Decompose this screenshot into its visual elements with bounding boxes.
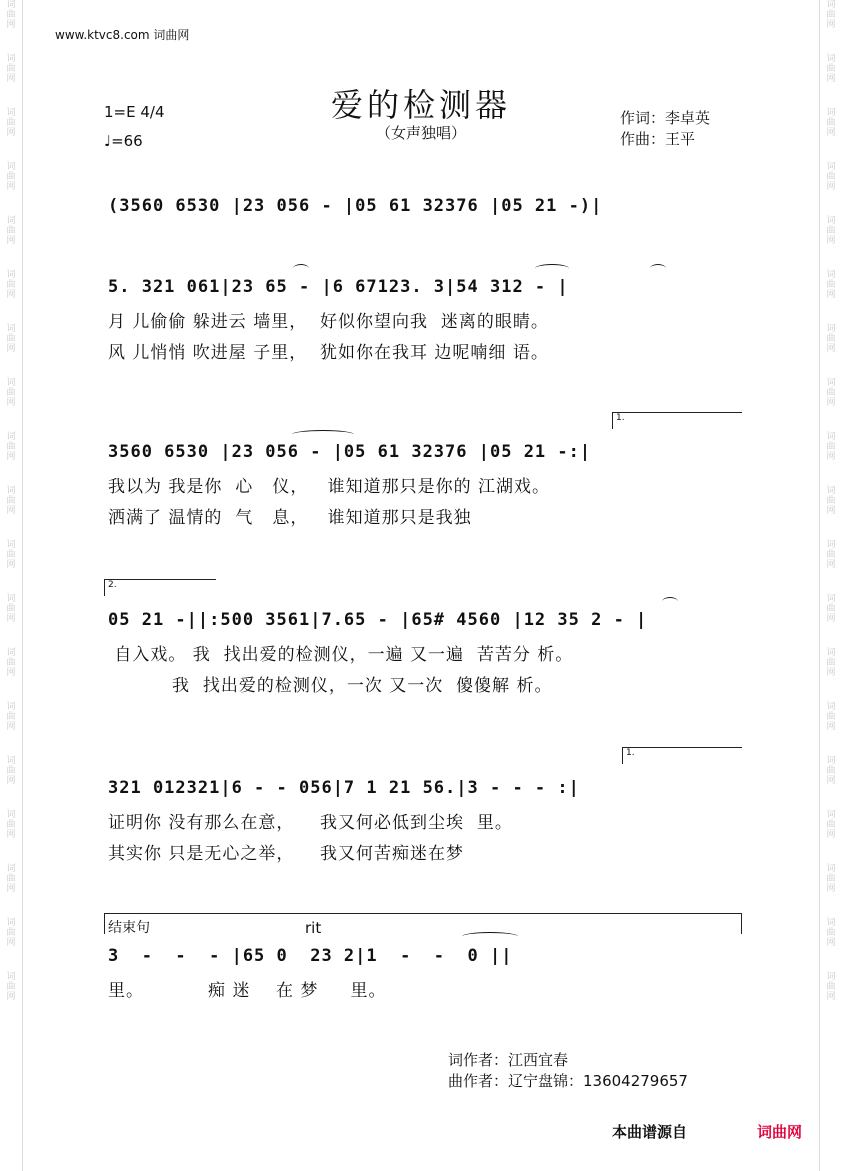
watermark-text: 词 曲 网	[826, 918, 836, 948]
first-ending-bracket: 1.	[622, 747, 742, 764]
watermark-text: 词 曲 网	[6, 216, 16, 246]
lyricist: 作词：李卓英	[620, 109, 711, 127]
watermark-text: 词 曲 网	[6, 432, 16, 462]
lyric-verse-1: 月 儿偷偷 躲进云 墙里， 好似你望向我 迷离的眼睛。	[108, 312, 549, 332]
second-ending-bracket: 2.	[104, 579, 216, 596]
watermark-text: 词 曲 网	[826, 540, 836, 570]
watermark-text: 词 曲 网	[6, 756, 16, 786]
score-row	[108, 277, 740, 363]
watermark-text: 词 曲 网	[6, 54, 16, 84]
watermark-text: 词 曲 网	[826, 270, 836, 300]
left-watermark-strip	[0, 0, 23, 1171]
score-row	[108, 610, 740, 696]
score-row	[108, 196, 740, 216]
watermark-text: 词 曲 网	[6, 270, 16, 300]
lyric-verse-1: 我以为 我是你 心 仪， 谁知道那只是你的 江湖戏。	[108, 477, 551, 497]
watermark-text: 词 曲 网	[826, 486, 836, 516]
lyric-verse-2: 其实你 只是无心之举， 我又何苦痴迷在梦	[108, 844, 465, 864]
watermark-text: 词 曲 网	[6, 324, 16, 354]
watermark-text: 词 曲 网	[6, 486, 16, 516]
ending-label: 结束句	[108, 920, 150, 936]
lyric-verse-2: 我 找出爱的检测仪，一次 又一次 傻傻解 析。	[108, 676, 553, 696]
watermark-text: 词 曲 网	[6, 918, 16, 948]
notation-line: 5. 321 061|23 65 - |6 67123. 3|54 312 - |	[108, 277, 569, 297]
watermark-text: 词 曲 网	[6, 540, 16, 570]
tie-mark	[535, 264, 569, 273]
watermark-text: 词 曲 网	[6, 648, 16, 678]
watermark-text: 词 曲 网	[826, 378, 836, 408]
ritardando-mark: rit	[305, 919, 322, 937]
notation-line: 3 - - - |65 0 23 2|1 - - 0 ||	[108, 946, 513, 966]
watermark-text: 词 曲 网	[6, 702, 16, 732]
lyric-verse-2: 风 儿悄悄 吹进屋 子里， 犹如你在我耳 边呢喃细 语。	[108, 343, 549, 363]
watermark-text: 词 曲 网	[6, 594, 16, 624]
site-logo[interactable]: 词曲网	[757, 1123, 803, 1141]
watermark-text: 词 曲 网	[826, 324, 836, 354]
tie-mark	[293, 264, 309, 273]
tie-mark	[662, 597, 678, 606]
watermark-text: 词 曲 网	[826, 810, 836, 840]
watermark-text: 词 曲 网	[826, 162, 836, 192]
key-signature: 1=E 4/4	[104, 103, 165, 121]
watermark-text: 词 曲 网	[6, 378, 16, 408]
watermark-text: 词 曲 网	[6, 0, 16, 30]
watermark-text: 词 曲 网	[826, 54, 836, 84]
watermark-text: 词 曲 网	[826, 864, 836, 894]
site-url[interactable]: www.ktvc8.com 词曲网	[55, 28, 190, 42]
notation-line: 3560 6530 |23 056 - |05 61 32376 |05 21 -:|	[108, 442, 592, 462]
tie-mark	[650, 264, 666, 273]
watermark-text: 词 曲 网	[6, 810, 16, 840]
ending-box	[104, 913, 742, 934]
watermark-text: 词 曲 网	[826, 756, 836, 786]
score-row	[108, 946, 740, 1001]
tie-mark	[292, 430, 354, 439]
song-title: 爱的检测器	[330, 86, 511, 124]
tie-mark	[462, 932, 518, 941]
watermark-text: 词 曲 网	[6, 972, 16, 1002]
notation-line: 321 012321|6 - - 056|7 1 21 56.|3 - - - :|	[108, 778, 580, 798]
notation-line: 05 21 -||:500 3561|7.65 - |65# 4560 |12 35 2 - |	[108, 610, 648, 630]
song-credits	[620, 108, 710, 150]
watermark-text: 词 曲 网	[826, 972, 836, 1002]
song-subtitle: （女声独唱）	[375, 124, 466, 142]
score-row	[108, 778, 740, 864]
right-watermark-strip	[819, 0, 842, 1171]
watermark-text: 词 曲 网	[826, 648, 836, 678]
watermark-text: 词 曲 网	[826, 216, 836, 246]
first-ending-bracket: 1.	[612, 412, 742, 429]
lyric-verse-1: 证明你 没有那么在意， 我又何必低到尘埃 里。	[108, 813, 513, 833]
watermark-text: 词 曲 网	[826, 108, 836, 138]
watermark-text: 词 曲 网	[826, 0, 836, 30]
composer: 作曲：王平	[620, 130, 696, 148]
watermark-text: 词 曲 网	[826, 432, 836, 462]
lyric-author: 词作者：江西宜春	[448, 1051, 569, 1069]
lyric-verse-1: 里。 痴 迷 在 梦 里。	[108, 981, 387, 1001]
music-author: 曲作者：辽宁盘锦：13604279657	[448, 1072, 688, 1090]
lyric-verse-2: 洒满了 温情的 气 息， 谁知道那只是我独	[108, 508, 472, 528]
tempo-marking: ♩=66	[104, 132, 143, 150]
watermark-text: 词 曲 网	[6, 864, 16, 894]
lyric-verse-1: 自入戏。 我 找出爱的检测仪，一遍 又一遍 苦苦分 析。	[108, 645, 574, 665]
watermark-text: 词 曲 网	[826, 594, 836, 624]
score-row	[108, 442, 740, 528]
watermark-text: 词 曲 网	[826, 702, 836, 732]
footer-source: 本曲谱源自	[612, 1123, 688, 1141]
watermark-text: 词 曲 网	[6, 108, 16, 138]
watermark-text: 词 曲 网	[6, 162, 16, 192]
notation-line: (3560 6530 |23 056 - |05 61 32376 |05 21 -)|	[108, 196, 603, 216]
